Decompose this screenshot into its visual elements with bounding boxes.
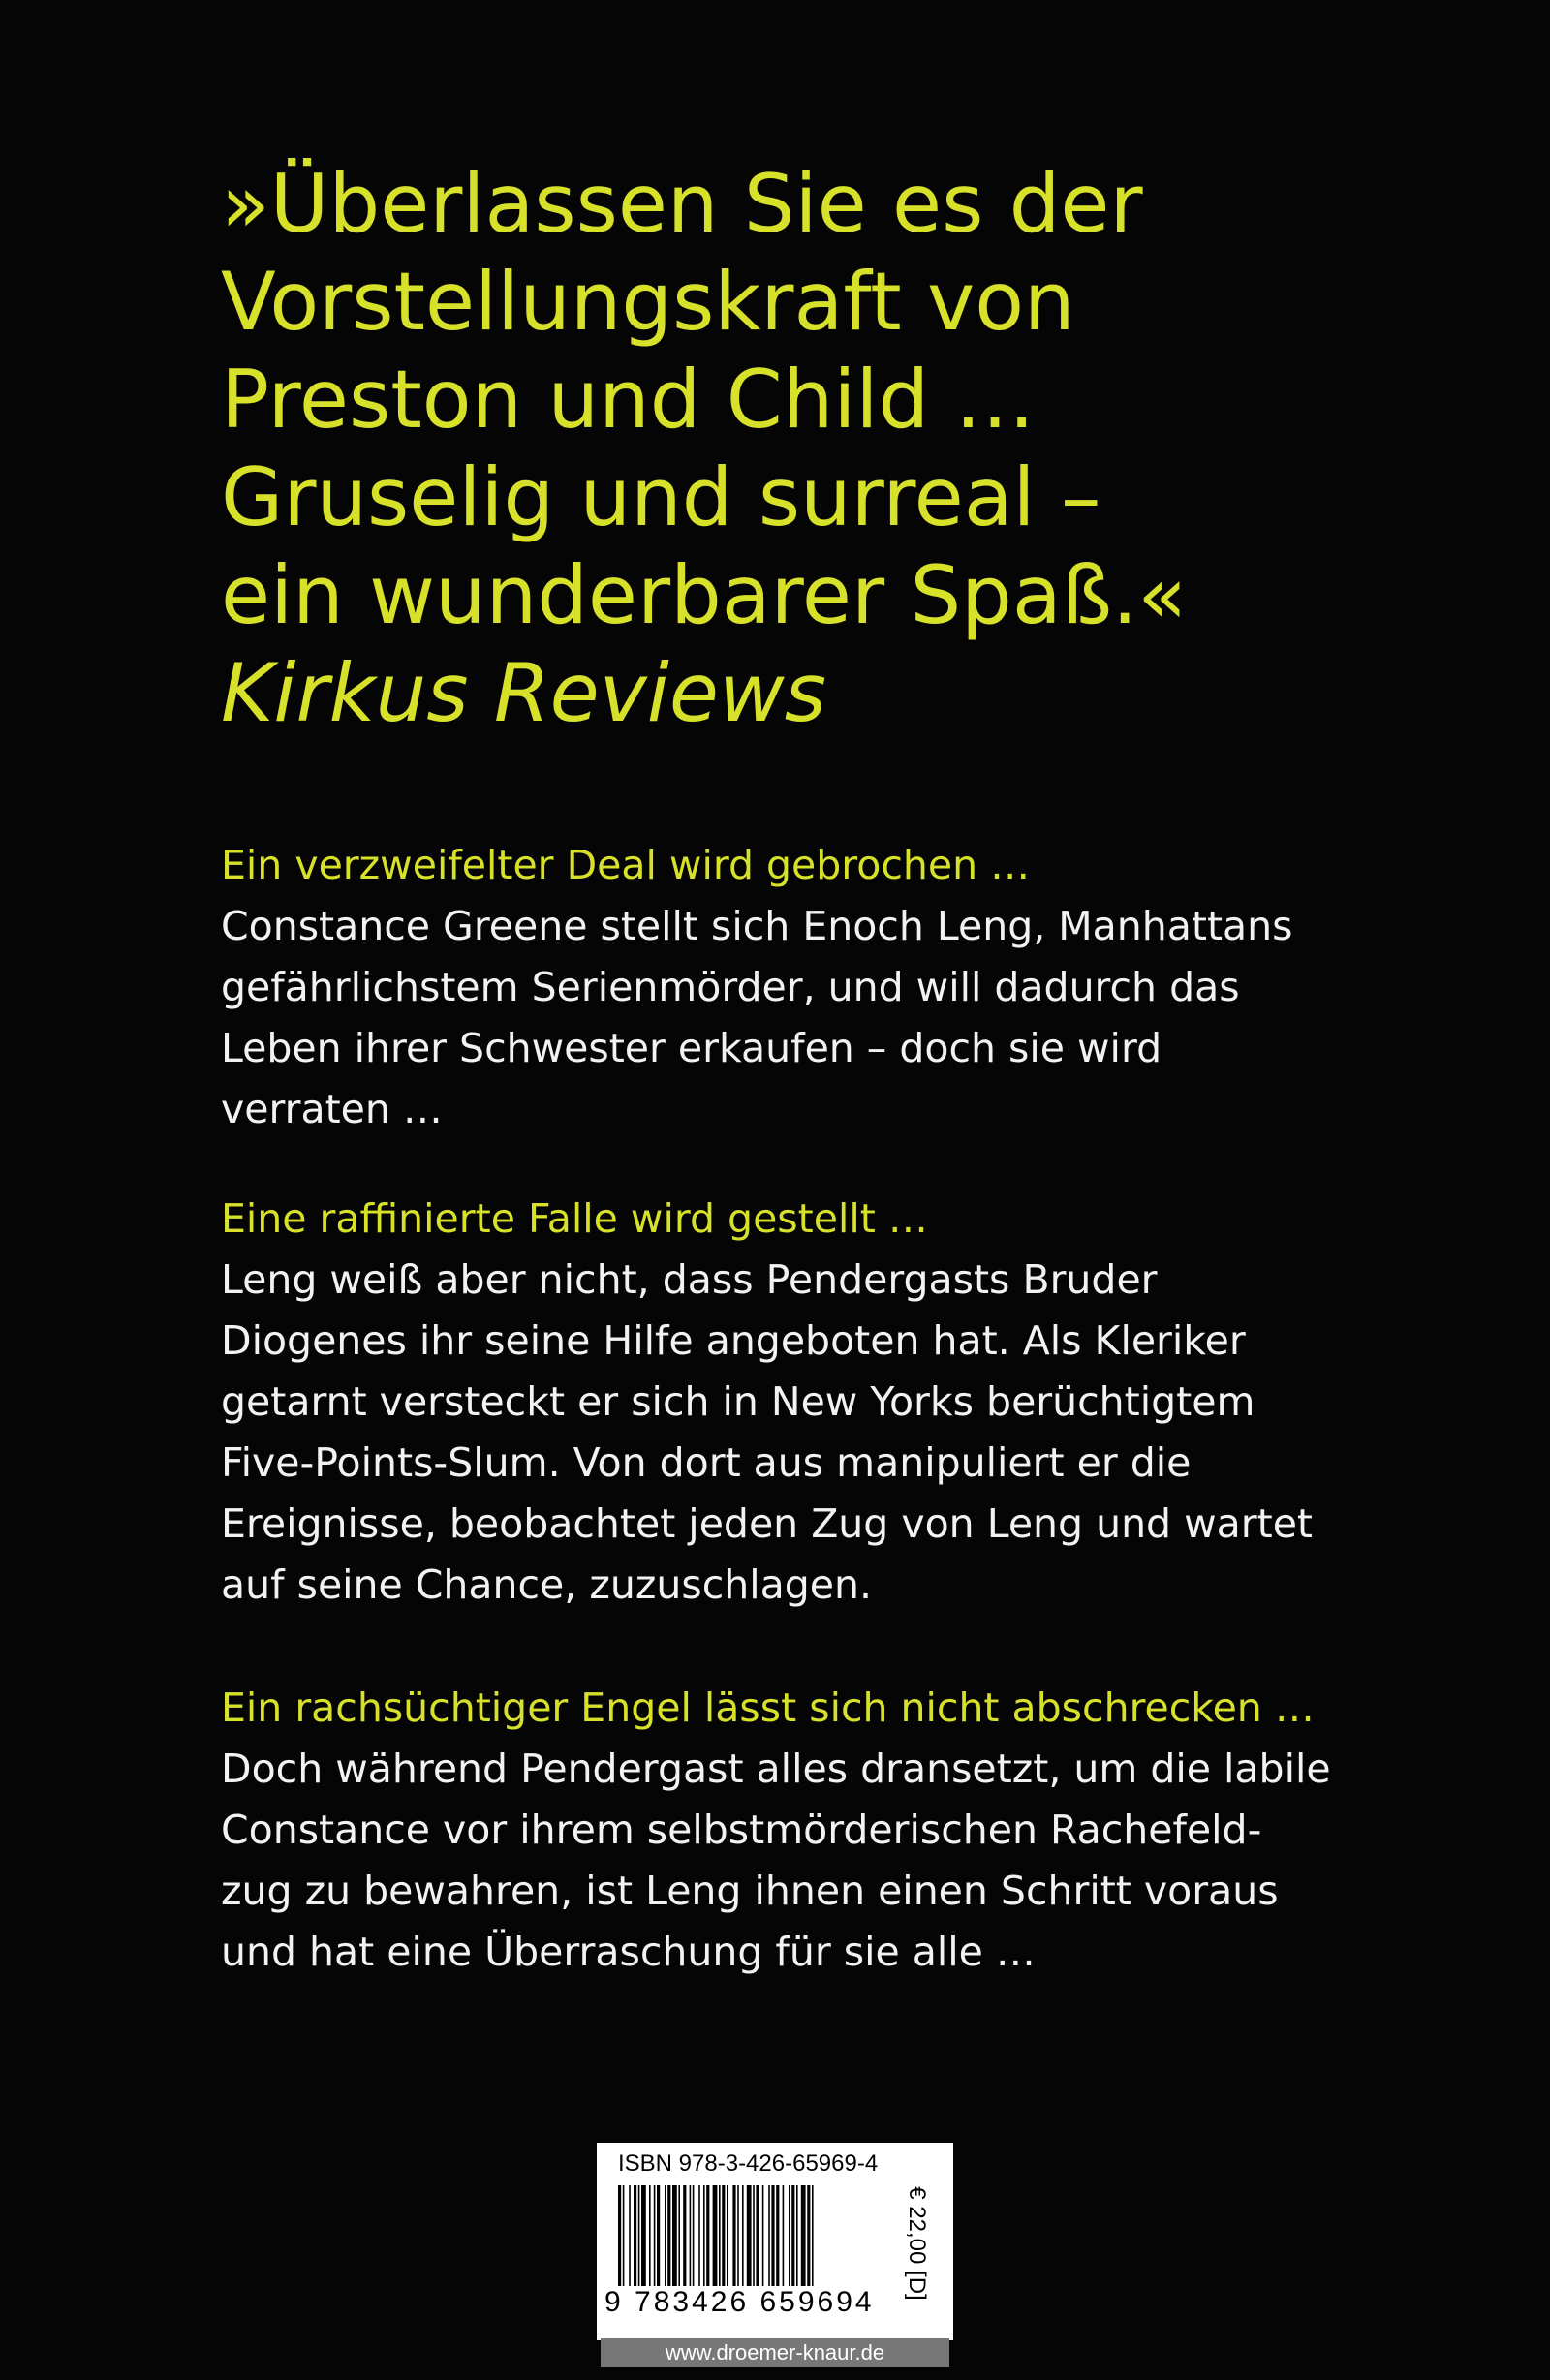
barcode-stripe: [638, 2185, 640, 2286]
barcode-stripe: [789, 2185, 790, 2286]
barcode-stripe: [722, 2185, 725, 2286]
barcode-stripe: [737, 2185, 739, 2286]
barcode-stripe: [623, 2185, 625, 2286]
barcode-stripe: [801, 2185, 806, 2286]
barcode-stripe: [753, 2185, 755, 2286]
blurb-section: [221, 1678, 1422, 1983]
barcode-stripe: [654, 2185, 656, 2286]
barcode-stripe: [783, 2185, 785, 2286]
barcode-stripe: [693, 2185, 695, 2286]
quote-line: ein wunderbarer Spaß.«: [221, 548, 1188, 642]
barcode-stripe: [727, 2185, 728, 2286]
barcode-stripe: [706, 2185, 709, 2286]
quote-line: Vorstellungskraft von: [221, 255, 1075, 349]
barcode-stripe: [667, 2185, 670, 2286]
barcode-stripe: [641, 2185, 646, 2286]
barcode-stripe: [747, 2185, 752, 2286]
blurb-heading: Eine raffinierte Falle wird gestellt …: [221, 1195, 928, 1242]
barcode-stripe: [678, 2185, 680, 2286]
barcode-stripe: [791, 2185, 794, 2286]
price-label: [897, 2172, 936, 2327]
blurb-line: Leng weiß aber nicht, dass Pendergasts Bruder: [221, 1256, 1158, 1303]
barcode-stripe: [657, 2185, 660, 2286]
barcode-stripe: [713, 2185, 718, 2286]
barcode-stripe: [665, 2185, 666, 2286]
barcode-stripe: [742, 2185, 744, 2286]
barcode-label: [597, 2143, 953, 2340]
barcode-stripe: [807, 2185, 810, 2286]
barcode-stripe: [629, 2185, 631, 2286]
blurb-line: Five-Points-Slum. Von dort aus manipuliert er die: [221, 1439, 1192, 1486]
barcode-stripe: [618, 2185, 621, 2286]
review-quote: [221, 155, 1383, 742]
barcode-stripe: [768, 2185, 770, 2286]
barcode-stripe: [812, 2185, 814, 2286]
blurb-section: [221, 835, 1422, 1140]
blurb-section: [221, 1189, 1422, 1616]
blurb-line: Leben ihrer Schwester erkaufen – doch sie wird: [221, 1025, 1162, 1071]
quote-source: Kirkus Reviews: [221, 646, 827, 740]
barcode-stripe: [756, 2185, 759, 2286]
blurb-line: verraten …: [221, 1086, 443, 1132]
barcode-bars: [618, 2185, 889, 2286]
blurb-heading: Ein rachsüchtiger Engel lässt sich nicht abschrecken …: [221, 1685, 1315, 1731]
barcode-stripe: [683, 2185, 686, 2286]
barcode-stripe: [719, 2185, 721, 2286]
barcode-stripe: [698, 2185, 700, 2286]
blurb-line: Diogenes ihr seine Hilfe angeboten hat. Als Kleriker: [221, 1317, 1246, 1364]
blurb-line: Constance vor ihrem selbstmörderischen Rachefeld-: [221, 1807, 1262, 1853]
barcode-stripe: [776, 2185, 779, 2286]
blurb-line: Constance Greene stellt sich Enoch Leng, Manhattans: [221, 903, 1293, 949]
blurb-line: Doch während Pendergast alles dransetzt, um die labile: [221, 1746, 1331, 1792]
quote-line: Gruselig und surreal –: [221, 450, 1101, 544]
publisher-url: www.droemer-knaur.de: [601, 2338, 949, 2367]
quote-line: Preston und Child …: [221, 353, 1036, 447]
barcode-stripe: [690, 2185, 692, 2286]
barcode-stripe: [703, 2185, 705, 2286]
barcode-stripe: [771, 2185, 774, 2286]
barcode-stripe: [796, 2185, 798, 2286]
quote-line: »Überlassen Sie es der: [221, 157, 1143, 251]
barcode-stripe: [634, 2185, 636, 2286]
blurb-line: getarnt versteckt er sich in New Yorks berüchtigtem: [221, 1378, 1256, 1425]
blurb-heading: Ein verzweifelter Deal wird gebrochen …: [221, 842, 1031, 888]
barcode-stripe: [732, 2185, 735, 2286]
blurb-line: zug zu bewahren, ist Leng ihnen einen Schritt voraus: [221, 1868, 1279, 1914]
barcode-stripe: [672, 2185, 677, 2286]
blurb-line: auf seine Chance, zuzuschlagen.: [221, 1561, 873, 1608]
barcode-digits: 9 783426 659694: [604, 2286, 875, 2318]
blurb-line: gefährlichstem Serienmörder, und will dadurch das: [221, 964, 1240, 1010]
blurb-line: Ereignisse, beobachtet jeden Zug von Leng und wartet: [221, 1500, 1313, 1547]
isbn-text: ISBN 978-3-426-65969-4: [618, 2150, 879, 2177]
price-text: € 22,00 [D]: [904, 2186, 930, 2301]
barcode-stripe: [762, 2185, 764, 2286]
blurb-line: und hat eine Überraschung für sie alle …: [221, 1929, 1036, 1975]
barcode-stripe: [649, 2185, 651, 2286]
